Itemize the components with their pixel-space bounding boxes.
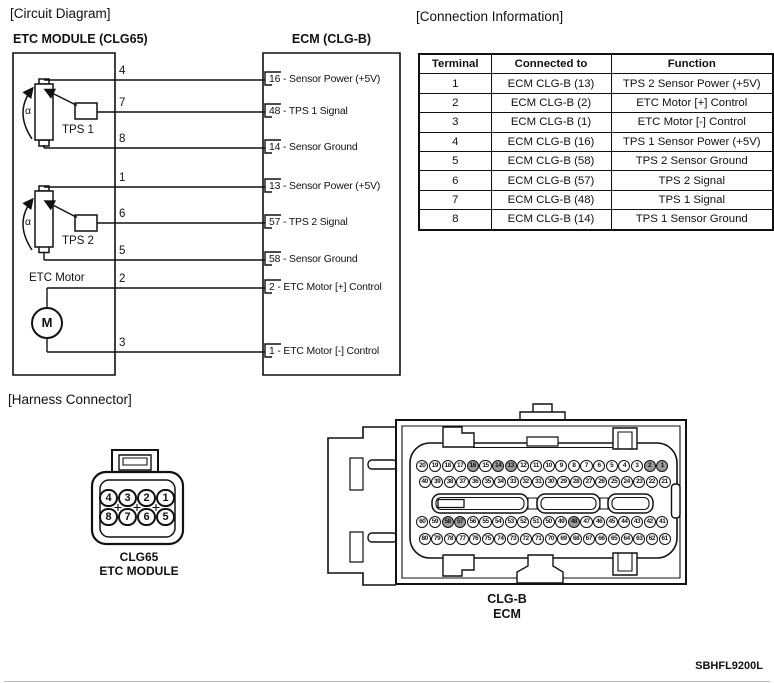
module-pin-number: 5 bbox=[119, 245, 126, 257]
table-row bbox=[419, 132, 773, 151]
circuit-diagram-heading: [Circuit Diagram] bbox=[10, 6, 111, 21]
ecm-box bbox=[263, 53, 400, 375]
table-cell: 6 bbox=[419, 171, 491, 190]
tps2-alpha-label: α bbox=[24, 216, 32, 228]
clg65-pin-7: 7 bbox=[118, 508, 137, 527]
clgb-pin-5: 5 bbox=[606, 460, 618, 472]
clgb-pin-24: 24 bbox=[621, 476, 633, 488]
clgb-pin-7: 7 bbox=[580, 460, 592, 472]
clgb-pin-8: 8 bbox=[568, 460, 580, 472]
clgb-pin-51: 51 bbox=[530, 516, 542, 528]
clgb-pin-31: 31 bbox=[532, 476, 544, 488]
module-pin-number: 2 bbox=[119, 273, 126, 285]
table-header-row bbox=[419, 54, 773, 74]
module-pin-number: 8 bbox=[119, 133, 126, 145]
table-cell: 3 bbox=[419, 113, 491, 132]
clg65-pin-6: 6 bbox=[137, 508, 156, 527]
clgb-pin-21: 21 bbox=[659, 476, 671, 488]
clgb-pin-72: 72 bbox=[520, 533, 532, 545]
clgb-connector-drawing bbox=[328, 404, 686, 585]
clg65-pin-5: 5 bbox=[156, 508, 175, 527]
clgb-pin-10: 10 bbox=[543, 460, 555, 472]
table-row bbox=[419, 171, 773, 190]
harness-connector-heading: [Harness Connector] bbox=[8, 392, 132, 407]
connection-information-heading: [Connection Information] bbox=[416, 9, 564, 24]
module-pin-number: 4 bbox=[119, 65, 126, 77]
clgb-pin-54: 54 bbox=[492, 516, 504, 528]
clg65-desc-label: ETC MODULE bbox=[99, 564, 179, 578]
clgb-pin-60: 60 bbox=[416, 516, 428, 528]
clg65-pin-4: 4 bbox=[99, 489, 118, 508]
clg65-name-label: CLG65 bbox=[119, 550, 159, 564]
clgb-pin-35: 35 bbox=[482, 476, 494, 488]
clgb-pin-76: 76 bbox=[469, 533, 481, 545]
table-row bbox=[419, 190, 773, 209]
clg65-pin-8: 8 bbox=[99, 508, 118, 527]
clgb-pin-47: 47 bbox=[580, 516, 592, 528]
clgb-pin-80: 80 bbox=[419, 533, 431, 545]
etc-motor-label: ETC Motor bbox=[29, 272, 85, 284]
table-cell: TPS 2 Sensor Ground bbox=[611, 151, 773, 170]
table-cell: ECM CLG-B (1) bbox=[491, 113, 611, 132]
ecm-terminal-label: 48 - TPS 1 Signal bbox=[269, 105, 348, 117]
clgb-pin-65: 65 bbox=[608, 533, 620, 545]
clgb-pin-42: 42 bbox=[644, 516, 656, 528]
clgb-pin-40: 40 bbox=[419, 476, 431, 488]
clgb-pin-2: 2 bbox=[644, 460, 656, 472]
clgb-pin-62: 62 bbox=[646, 533, 658, 545]
table-cell: TPS 1 Signal bbox=[611, 190, 773, 209]
clgb-pin-44: 44 bbox=[618, 516, 630, 528]
clgb-pin-71: 71 bbox=[532, 533, 544, 545]
clgb-pin-3: 3 bbox=[631, 460, 643, 472]
table-cell: ECM CLG-B (14) bbox=[491, 210, 611, 230]
clgb-pin-36: 36 bbox=[469, 476, 481, 488]
ecm-terminal-label: 1 - ETC Motor [-] Control bbox=[269, 345, 379, 357]
clgb-pin-57: 57 bbox=[454, 516, 466, 528]
clgb-pin-32: 32 bbox=[520, 476, 532, 488]
table-cell: 5 bbox=[419, 151, 491, 170]
clgb-pin-41: 41 bbox=[656, 516, 668, 528]
clgb-desc-label: ECM bbox=[493, 607, 521, 621]
module-pin-number: 3 bbox=[119, 337, 126, 349]
clgb-pin-1: 1 bbox=[656, 460, 668, 472]
clg65-pin-3: 3 bbox=[118, 489, 137, 508]
ecm-terminal-label: 58 - Sensor Ground bbox=[269, 253, 358, 265]
clgb-pin-70: 70 bbox=[545, 533, 557, 545]
etc-module-title: ETC MODULE (CLG65) bbox=[13, 32, 148, 46]
table-cell: 7 bbox=[419, 190, 491, 209]
clgb-pin-34: 34 bbox=[494, 476, 506, 488]
table-cell: TPS 1 Sensor Power (+5V) bbox=[611, 132, 773, 151]
clgb-pin-64: 64 bbox=[621, 533, 633, 545]
ecm-terminal-label: 57 - TPS 2 Signal bbox=[269, 216, 348, 228]
clgb-pin-45: 45 bbox=[606, 516, 618, 528]
table-row bbox=[419, 210, 773, 230]
clgb-pin-78: 78 bbox=[444, 533, 456, 545]
ecm-terminal-label: 14 - Sensor Ground bbox=[269, 141, 358, 153]
clgb-pin-23: 23 bbox=[633, 476, 645, 488]
table-cell: 4 bbox=[419, 132, 491, 151]
clgb-pin-43: 43 bbox=[631, 516, 643, 528]
clgb-pin-74: 74 bbox=[494, 533, 506, 545]
tps1-label: TPS 1 bbox=[62, 124, 94, 136]
clg65-pin-1: 1 bbox=[156, 489, 175, 508]
clgb-pin-28: 28 bbox=[570, 476, 582, 488]
clgb-pin-53: 53 bbox=[505, 516, 517, 528]
clgb-pin-4: 4 bbox=[618, 460, 630, 472]
table-cell: ETC Motor [+] Control bbox=[611, 93, 773, 112]
figure-code: SBHFL9200L bbox=[695, 660, 763, 672]
clgb-pin-16: 16 bbox=[467, 460, 479, 472]
col-terminal: Terminal bbox=[419, 54, 491, 74]
table-cell: ETC Motor [-] Control bbox=[611, 113, 773, 132]
table-cell: 1 bbox=[419, 74, 491, 93]
clgb-pin-27: 27 bbox=[583, 476, 595, 488]
table-cell: ECM CLG-B (58) bbox=[491, 151, 611, 170]
clgb-pin-26: 26 bbox=[595, 476, 607, 488]
clgb-pin-20: 20 bbox=[416, 460, 428, 472]
clgb-pin-50: 50 bbox=[543, 516, 555, 528]
ecm-terminal-label: 16 - Sensor Power (+5V) bbox=[269, 73, 381, 85]
clg65-pin-2: 2 bbox=[137, 489, 156, 508]
table-cell: 8 bbox=[419, 210, 491, 230]
table-cell: 2 bbox=[419, 93, 491, 112]
module-pin-number: 7 bbox=[119, 97, 126, 109]
clgb-pin-30: 30 bbox=[545, 476, 557, 488]
motor-m-symbol: M bbox=[41, 315, 53, 330]
etc-module-box bbox=[13, 53, 115, 375]
clgb-pin-73: 73 bbox=[507, 533, 519, 545]
clgb-pin-33: 33 bbox=[507, 476, 519, 488]
clgb-pin-12: 12 bbox=[517, 460, 529, 472]
clgb-pin-11: 11 bbox=[530, 460, 542, 472]
clgb-pin-37: 37 bbox=[456, 476, 468, 488]
clgb-pin-49: 49 bbox=[555, 516, 567, 528]
table-cell: TPS 2 Signal bbox=[611, 171, 773, 190]
table-cell: TPS 1 Sensor Ground bbox=[611, 210, 773, 230]
clgb-pin-63: 63 bbox=[633, 533, 645, 545]
ecm-terminal-label: 2 - ETC Motor [+] Control bbox=[269, 281, 382, 293]
clgb-pin-68: 68 bbox=[570, 533, 582, 545]
clgb-pin-39: 39 bbox=[431, 476, 443, 488]
table-cell: ECM CLG-B (57) bbox=[491, 171, 611, 190]
clgb-pin-15: 15 bbox=[479, 460, 491, 472]
module-pin-number: 6 bbox=[119, 208, 126, 220]
clgb-pin-67: 67 bbox=[583, 533, 595, 545]
clgb-pin-56: 56 bbox=[467, 516, 479, 528]
clgb-pin-52: 52 bbox=[517, 516, 529, 528]
clgb-pin-18: 18 bbox=[442, 460, 454, 472]
clgb-pin-55: 55 bbox=[479, 516, 491, 528]
table-cell: ECM CLG-B (16) bbox=[491, 132, 611, 151]
clgb-pin-75: 75 bbox=[482, 533, 494, 545]
tps2-label: TPS 2 bbox=[62, 235, 94, 247]
col-connected-to: Connected to bbox=[491, 54, 611, 74]
module-pin-number: 1 bbox=[119, 172, 126, 184]
table-cell: ECM CLG-B (13) bbox=[491, 74, 611, 93]
table-row bbox=[419, 113, 773, 132]
clgb-pin-66: 66 bbox=[595, 533, 607, 545]
ecm-title: ECM (CLG-B) bbox=[291, 32, 372, 46]
table-row bbox=[419, 74, 773, 93]
clgb-name-label: CLG-B bbox=[487, 592, 527, 606]
clgb-pin-14: 14 bbox=[492, 460, 504, 472]
connection-table bbox=[418, 53, 774, 231]
clgb-pin-6: 6 bbox=[593, 460, 605, 472]
clgb-pin-61: 61 bbox=[659, 533, 671, 545]
clgb-pin-22: 22 bbox=[646, 476, 658, 488]
clgb-pin-19: 19 bbox=[429, 460, 441, 472]
clgb-pin-79: 79 bbox=[431, 533, 443, 545]
table-row bbox=[419, 93, 773, 112]
table-row bbox=[419, 151, 773, 170]
clgb-pin-46: 46 bbox=[593, 516, 605, 528]
clgb-pin-29: 29 bbox=[557, 476, 569, 488]
ecm-terminal-label: 13 - Sensor Power (+5V) bbox=[269, 180, 381, 192]
tps1-alpha-label: α bbox=[24, 105, 32, 117]
clgb-pin-69: 69 bbox=[557, 533, 569, 545]
clgb-pin-38: 38 bbox=[444, 476, 456, 488]
clgb-pin-17: 17 bbox=[454, 460, 466, 472]
table-cell: ECM CLG-B (48) bbox=[491, 190, 611, 209]
col-function: Function bbox=[611, 54, 773, 74]
clgb-pin-77: 77 bbox=[456, 533, 468, 545]
table-cell: TPS 2 Sensor Power (+5V) bbox=[611, 74, 773, 93]
clgb-pin-48: 48 bbox=[568, 516, 580, 528]
clgb-pin-58: 58 bbox=[442, 516, 454, 528]
clgb-pin-9: 9 bbox=[555, 460, 567, 472]
clgb-pin-13: 13 bbox=[505, 460, 517, 472]
table-cell: ECM CLG-B (2) bbox=[491, 93, 611, 112]
clgb-pin-59: 59 bbox=[429, 516, 441, 528]
clgb-pin-25: 25 bbox=[608, 476, 620, 488]
